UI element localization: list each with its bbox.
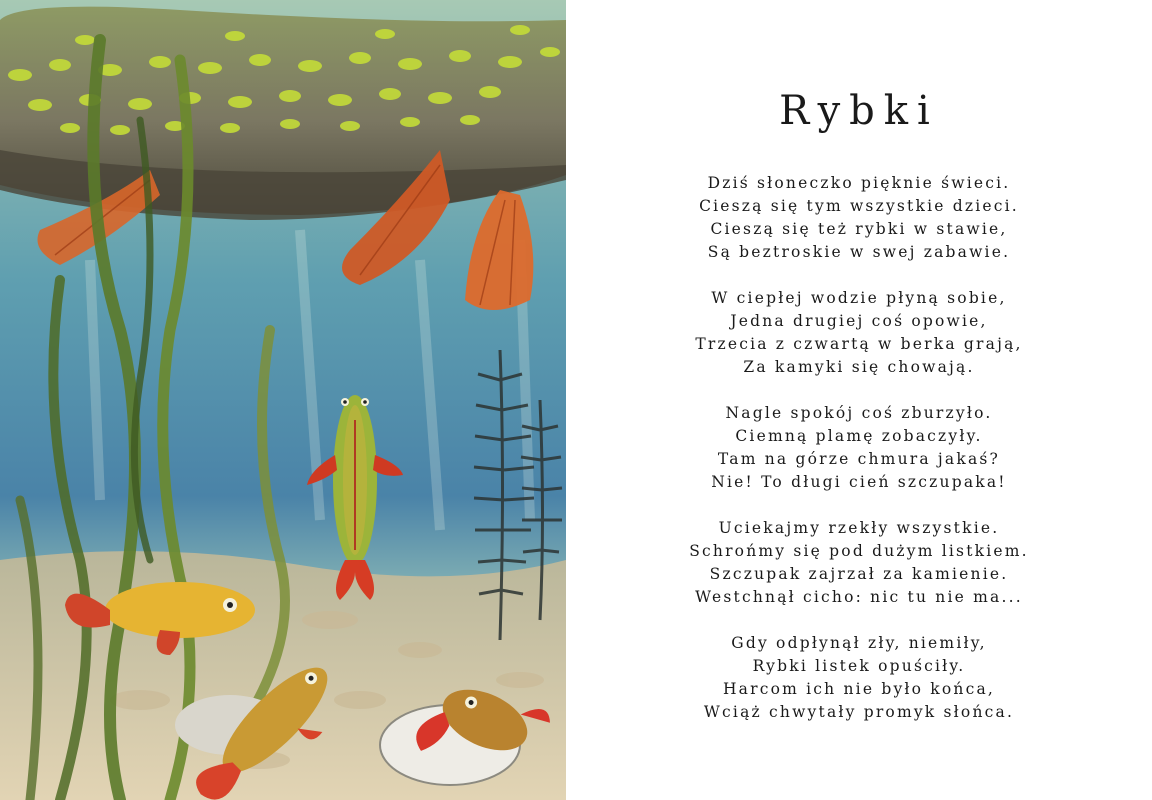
stanza bbox=[566, 172, 1152, 264]
poem-line: W ciepłej wodzie płyną sobie, bbox=[711, 289, 1007, 307]
poem-line: Uciekajmy rzekły wszystkie. bbox=[718, 519, 1000, 537]
poem-line: Cieszą się tym wszystkie dzieci. bbox=[699, 197, 1019, 215]
poem-line: Ciemną plamę zobaczyły. bbox=[735, 427, 983, 445]
poem-stanzas bbox=[566, 172, 1152, 747]
poem-line: Za kamyki się chowają. bbox=[743, 358, 975, 376]
poem-title: Rybki bbox=[779, 88, 939, 134]
poem-line: Trzecia z czwartą w berka grają, bbox=[695, 335, 1023, 353]
poem-line: Szczupak zajrzał za kamienie. bbox=[709, 565, 1009, 583]
stanza bbox=[566, 402, 1152, 494]
poem-line: Rybki listek opuściły. bbox=[752, 657, 966, 675]
pike bbox=[0, 7, 566, 220]
poem-page bbox=[566, 0, 1152, 800]
stanza bbox=[566, 287, 1152, 379]
poem-line: Westchnął cicho: nic tu nie ma... bbox=[695, 588, 1023, 606]
poem-line: Nagle spokój coś zburzyło. bbox=[725, 404, 993, 422]
stanza bbox=[566, 632, 1152, 724]
poem-line: Nie! To długi cień szczupaka! bbox=[711, 473, 1007, 491]
watercolor-illustration bbox=[0, 0, 566, 800]
poem-line: Cieszą się też rybki w stawie, bbox=[710, 220, 1008, 238]
poem-line: Są beztroskie w swej zabawie. bbox=[707, 243, 1011, 261]
poem-line: Jedna drugiej coś opowie, bbox=[730, 312, 988, 330]
poem-line: Wciąż chwytały promyk słońca. bbox=[703, 703, 1015, 721]
poem-line: Tam na górze chmura jakaś? bbox=[717, 450, 1001, 468]
poem-line: Dziś słoneczko pięknie świeci. bbox=[707, 174, 1011, 192]
poem-line: Gdy odpłynął zły, niemiły, bbox=[731, 634, 987, 652]
stanza bbox=[566, 517, 1152, 609]
poem-line: Schrońmy się pod dużym listkiem. bbox=[689, 542, 1029, 560]
poem-line: Harcom ich nie było końca, bbox=[722, 680, 996, 698]
